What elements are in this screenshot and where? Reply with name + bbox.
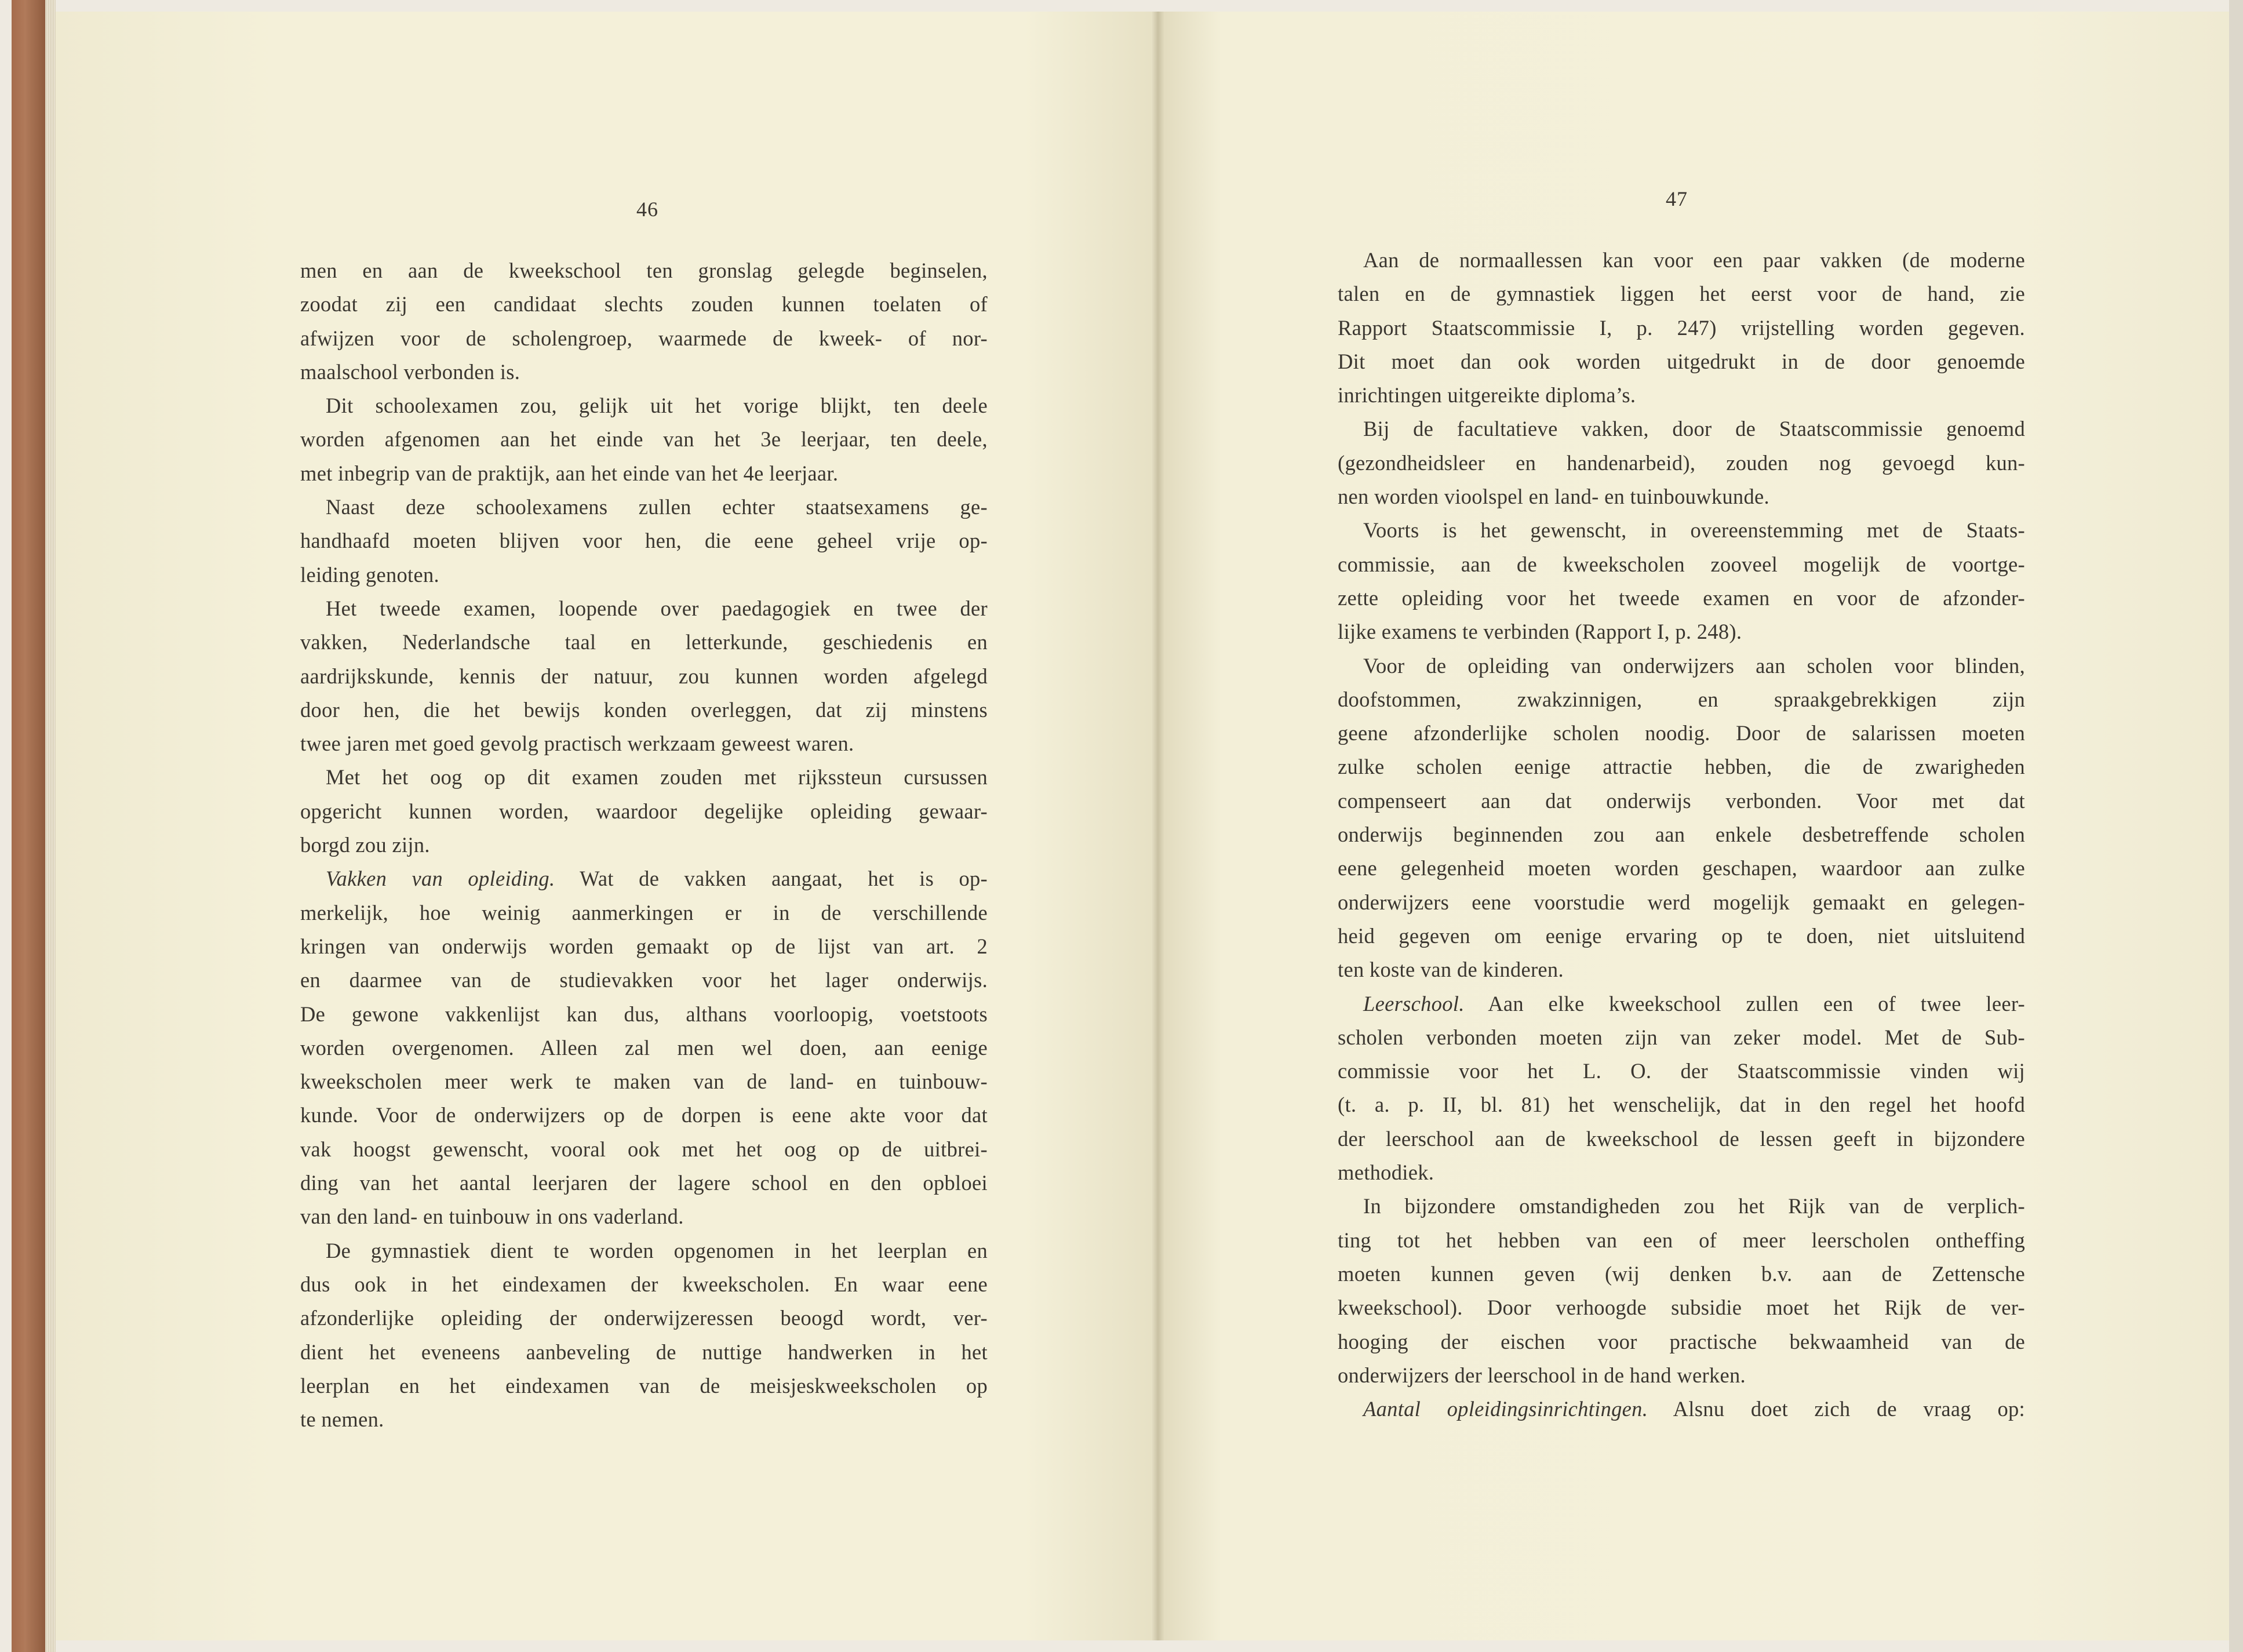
page-stack-edge: [45, 0, 56, 1652]
text-line: [300, 1336, 988, 1369]
line-text: van den land- en tuinbouw in ons vaderland.: [300, 1205, 684, 1229]
line-text: nen worden vioolspel en land- en tuinbouwkunde.: [1338, 485, 1769, 509]
line-text: In bijzondere omstandigheden zou het Rijk van de verplich-: [1363, 1194, 2025, 1218]
line-text: Dit schoolexamen zou, gelijk uit het vorige blijkt, ten deele: [326, 394, 988, 418]
line-text: Wat de vakken aangaat, het is op-: [580, 867, 988, 891]
line-text: commissie, aan de kweekscholen zooveel mogelijk de voortge-: [1338, 552, 2025, 576]
text-line: [300, 760, 988, 794]
line-text: Aan elke kweekschool zullen een of twee leer-: [1488, 991, 2025, 1016]
scan-border: [2229, 0, 2243, 1652]
text-line: [300, 457, 988, 490]
line-text: Het tweede examen, loopende over paedagogiek en twee der: [326, 596, 988, 620]
text-line: [1338, 1122, 2025, 1156]
line-text: zette opleiding voor het tweede examen en voor de afzonder-: [1338, 585, 2025, 610]
text-line: [1338, 1257, 2025, 1291]
text-line: [1338, 379, 2025, 412]
line-text: commissie voor het L. O. der Staatscommissie vinden wij: [1338, 1059, 2025, 1083]
line-text: kweekscholen meer werk te maken van de land- en tuinbouw-: [300, 1069, 988, 1094]
line-text: Alsnu doet zich de vraag op:: [1673, 1397, 2025, 1421]
text-line: [300, 1166, 988, 1200]
text-line: [300, 795, 988, 828]
line-text: compenseert aan dat onderwijs verbonden. Voor met dat: [1338, 788, 2025, 813]
text-line: [1338, 987, 2025, 1021]
line-text: der leerschool aan de kweekschool de lessen geeft in bijzondere: [1338, 1126, 2025, 1151]
text-line: [300, 1133, 988, 1166]
text-line: [300, 1031, 988, 1065]
text-line: [300, 355, 988, 389]
section-heading: Vakken van opleiding.: [326, 867, 555, 891]
text-line: [300, 862, 988, 896]
line-text: men en aan de kweekschool ten gronslag gelegde beginselen,: [300, 259, 988, 282]
text-line: [1338, 548, 2025, 581]
text-line: [1338, 615, 2025, 649]
text-line: [1338, 277, 2025, 311]
text-line: [300, 625, 988, 659]
text-line: [1338, 649, 2025, 683]
line-text: Met het oog op dit examen zouden met rijkssteun cursussen: [326, 765, 988, 789]
text-line: [300, 998, 988, 1031]
text-line: [1338, 345, 2025, 379]
line-text: en daarmee van de studievakken voor het lager onderwijs.: [300, 968, 988, 992]
text-line: [1338, 581, 2025, 615]
line-text: Voorts is het gewenscht, in overeenstemming met de Staats-: [1363, 518, 2025, 543]
line-text: De gymnastiek dient te worden opgenomen in het leerplan en: [326, 1238, 988, 1262]
text-line: [300, 896, 988, 930]
book-cover-edge: [12, 0, 45, 1652]
line-text: handhaafd moeten blijven voor hen, die eene geheel vrije op-: [300, 529, 988, 553]
line-text: worden afgenomen aan het einde van het 3e leerjaar, ten deele,: [300, 427, 988, 452]
text-line: [300, 1369, 988, 1403]
text-line: [300, 828, 988, 862]
line-text: aardrijkskunde, kennis der natuur, zou kunnen worden afgelegd: [300, 664, 988, 688]
line-text: (gezondheidsleer en handenarbeid), zouden nog gevoegd kun-: [1338, 450, 2025, 475]
text-line: [1338, 243, 2025, 277]
text-line: [300, 490, 988, 524]
text-line: [300, 524, 988, 558]
line-text: vak hoogst gewenscht, vooral ook met het oog op de uitbrei-: [300, 1137, 988, 1161]
line-text: kunde. Voor de onderwijzers op de dorpen is eene akte voor dat: [300, 1103, 988, 1127]
line-text: zoodat zij een candidaat slechts zouden kunnen toelaten of: [300, 292, 988, 316]
text-line: [300, 389, 988, 423]
text-line: [300, 1268, 988, 1301]
text-line: [1338, 1224, 2025, 1257]
line-text: maalschool verbonden is.: [300, 359, 520, 384]
text-line: [1338, 412, 2025, 446]
line-text: moeten kunnen geven (wij denken b.v. aan de Zettensche: [1338, 1261, 2025, 1286]
text-line: [1338, 1156, 2025, 1189]
text-line: [300, 254, 988, 288]
text-line: [1338, 1054, 2025, 1088]
right-page-text: [1338, 243, 2025, 1426]
text-line: [1338, 953, 2025, 987]
line-text: ding van het aantal leerjaren der lagere school en den opbloei: [300, 1171, 988, 1195]
line-text: onderwijzers der leerschool in de hand werken.: [1338, 1363, 1746, 1387]
line-text: Dit moet dan ook worden uitgedrukt in de door genoemde: [1338, 349, 2025, 373]
line-text: Voor de opleiding van onderwijzers aan scholen voor blinden,: [1363, 653, 2025, 678]
text-line: [1338, 1189, 2025, 1223]
text-line: [300, 288, 988, 321]
text-line: [1338, 886, 2025, 919]
line-text: (t. a. p. II, bl. 81) het wenschelijk, dat in den regel het hoofd: [1338, 1093, 2025, 1117]
line-text: Aan de normaallessen kan voor een paar vakken (de moderne: [1363, 248, 2025, 272]
text-line: [300, 693, 988, 727]
line-text: hooging der eischen voor practische bekwaamheid van de: [1338, 1329, 2025, 1353]
line-text: Bij de facultatieve vakken, door de Staatscommissie genoemd: [1363, 417, 2025, 441]
text-line: [1338, 716, 2025, 750]
book-gutter: [1151, 12, 1165, 1640]
line-text: kweekschool). Door verhoogde subsidie moet het Rijk de ver-: [1338, 1296, 2025, 1320]
line-text: kringen van onderwijs worden gemaakt op de lijst van art. 2: [300, 934, 988, 958]
line-text: dus ook in het eindexamen der kweekscholen. En waar eene: [300, 1272, 988, 1296]
line-text: twee jaren met goed gevolg practisch werkzaam geweest waren.: [300, 732, 854, 756]
line-text: vakken, Nederlandsche taal en letterkunde, geschiedenis en: [300, 630, 988, 654]
line-text: zulke scholen eenige attractie hebben, die de zwarigheden: [1338, 755, 2025, 779]
text-line: [300, 963, 988, 997]
text-line: [1338, 852, 2025, 885]
line-text: geene afzonderlijke scholen noodig. Door de salarissen moeten: [1338, 721, 2025, 745]
line-text: afzonderlijke opleiding der onderwijzeressen beoogd wordt, ver-: [300, 1306, 988, 1330]
text-line: [1338, 1291, 2025, 1324]
text-line: [1338, 1325, 2025, 1359]
text-line: [1338, 311, 2025, 345]
line-text: borgd zou zijn.: [300, 833, 430, 857]
text-line: [300, 423, 988, 456]
text-line: [1338, 1088, 2025, 1122]
text-line: [1338, 683, 2025, 716]
line-text: scholen verbonden moeten zijn van zeker model. Met de Sub-: [1338, 1025, 2025, 1049]
line-text: lijke examens te verbinden (Rapport I, p. 248).: [1338, 620, 1742, 644]
text-line: [300, 727, 988, 760]
line-text: ten koste van de kinderen.: [1338, 958, 1564, 982]
line-text: opgericht kunnen worden, waardoor degelijke opleiding gewaar-: [300, 799, 988, 823]
text-line: [300, 1301, 988, 1335]
right-page-number: 47: [1666, 187, 1688, 210]
section-heading: Aantal opleidingsinrichtingen.: [1363, 1397, 1648, 1421]
text-line: [300, 1403, 988, 1436]
line-text: Naast deze schoolexamens zullen echter staatsexamens ge-: [326, 495, 988, 519]
line-text: onderwijzers eene voorstudie werd mogelijk gemaakt en gelegen-: [1338, 890, 2025, 914]
line-text: heid gegeven om eenige ervaring op te doen, niet uitsluitend: [1338, 923, 2025, 948]
left-page-number: 46: [636, 198, 658, 221]
line-text: De gewone vakkenlijst kan dus, althans voorloopig, voetstoots: [300, 1002, 988, 1026]
line-text: methodiek.: [1338, 1160, 1434, 1185]
line-text: Rapport Staatscommissie I, p. 247) vrijstelling worden gegeven.: [1338, 315, 2025, 340]
line-text: worden overgenomen. Alleen zal men wel doen, aan eenige: [300, 1035, 988, 1060]
text-line: [1338, 446, 2025, 480]
line-text: talen en de gymnastiek liggen het eerst voor de hand, zie: [1338, 282, 2025, 306]
left-page-text: [300, 254, 988, 1436]
line-text: doofstommen, zwakzinnigen, en spraakgebrekkigen zijn: [1338, 687, 2025, 711]
line-text: ting tot het hebben van een of meer leerscholen ontheffing: [1338, 1228, 2025, 1252]
line-text: met inbegrip van de praktijk, aan het einde van het 4e leerjaar.: [300, 461, 839, 485]
section-heading: Leerschool.: [1363, 991, 1465, 1016]
text-line: [300, 1200, 988, 1233]
text-line: [1338, 1392, 2025, 1426]
text-line: [300, 592, 988, 625]
text-line: [300, 930, 988, 963]
line-text: te nemen.: [300, 1407, 384, 1432]
line-text: door hen, die het bewijs konden overleggen, dat zij minstens: [300, 697, 988, 722]
text-line: [1338, 1359, 2025, 1392]
text-line: [1338, 480, 2025, 514]
text-line: [1338, 750, 2025, 784]
text-line: [300, 558, 988, 592]
text-line: [1338, 514, 2025, 547]
text-line: [1338, 784, 2025, 818]
text-line: [1338, 1021, 2025, 1054]
text-line: [300, 1065, 988, 1098]
line-text: dient het eveneens aanbeveling de nuttige handwerken in het: [300, 1340, 988, 1364]
line-text: merkelijk, hoe weinig aanmerkingen er in de verschillende: [300, 900, 988, 925]
line-text: afwijzen voor de scholengroep, waarmede de kweek- of nor-: [300, 326, 988, 350]
text-line: [1338, 919, 2025, 953]
line-text: eene gelegenheid moeten worden geschapen, waardoor aan zulke: [1338, 856, 2025, 880]
line-text: leerplan en het eindexamen van de meisjeskweekscholen op: [300, 1373, 988, 1398]
line-text: onderwijs beginnenden zou aan enkele desbetreffende scholen: [1338, 823, 2025, 847]
line-text: leiding genoten.: [300, 562, 439, 587]
line-text: inrichtingen uitgereikte diploma’s.: [1338, 383, 1636, 407]
text-line: [300, 660, 988, 693]
text-line: [300, 1098, 988, 1132]
text-line: [300, 322, 988, 355]
text-line: [1338, 818, 2025, 852]
text-line: [300, 1234, 988, 1268]
